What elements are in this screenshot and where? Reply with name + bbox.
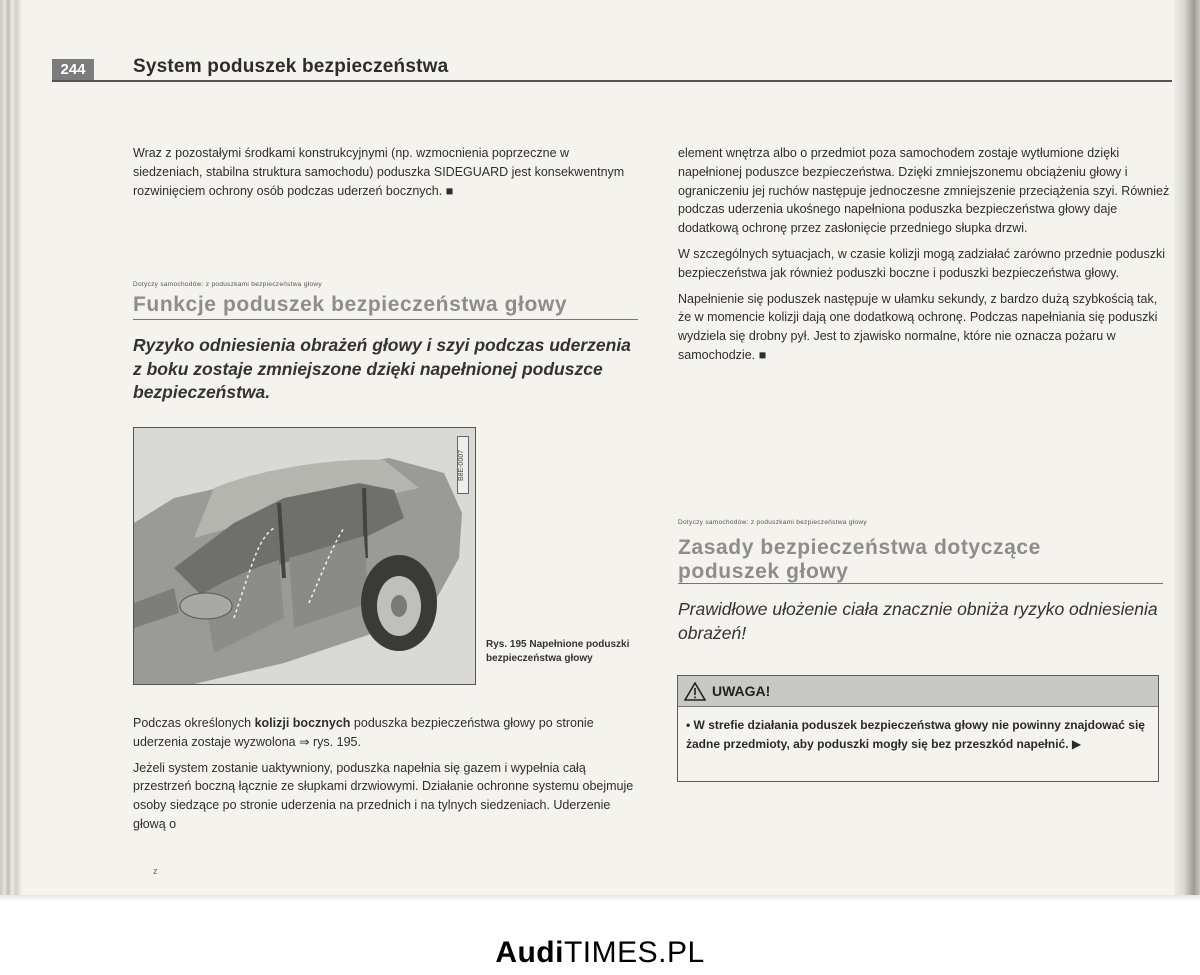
left-body [133,714,645,834]
intro-paragraph: Wraz z pozostałymi środkami konstrukcyjnymi (np. wzmocnienia poprzeczne w siedzeniach, stabilna struktura samochodu) poduszka SIDEGUARD jest konsekwentnym rozwinięciem ochrony osób podczas uderzeń bocznych. ■ [133,146,625,198]
header-rule [52,80,1172,82]
left-section-heading: Funkcje poduszek bezpieczeństwa głowy [133,293,568,316]
car-illustration [134,428,475,684]
left-intro [133,144,633,200]
brand-watermark [0,935,1200,971]
page-bottom-edge [0,895,1200,901]
left-section-label: Dotyczy samochodów: z poduszkami bezpieczeństwa głowy [133,281,322,288]
right-heading-line-1: Zasady bezpieczeństwa dotyczące [678,536,1041,559]
running-head: System poduszek bezpieczeństwa [133,56,449,77]
right-heading-line-2: poduszek głowy [678,560,849,583]
left-paragraph-2: Jeżeli system zostanie uaktywniony, poduszka napełnia się gazem i wypełnia całą przestrzeń boczną łącznie ze słupkami drzwiowymi. Działanie ochronne systemu obejmuje osoby siedzące po stronie uderzenia na przednich i na tylnych siedzeniach. Uderzenie głową o [133,760,634,831]
page-number: 244 [52,59,94,80]
left-section-rule [133,319,638,320]
brand-part-audi: Audi [495,936,564,969]
para1-bold-term: kolizji bocznych [254,716,351,730]
left-lead: Ryzyko odniesienia obrażeń głowy i szyi podczas uderzenia z boku zostaje zmniejszone dzięki napełnionej poduszce bezpieczeństwa. [133,335,631,402]
right-paragraph-3: Napełnienie się poduszek następuje w ułamku sekundy, z bardzo dużą szybkością tak, że w momencie kolizji dają one dodatkową ochronę. Podczas napełniania się poduszki wydziela się drobny pył. Jest to zjawisko normalne, które nie oznacza pożaru w samochodzie. ■ [678,291,1158,362]
para1-text-end: poduszka bezpieczeństwa głowy po stronie uderzenia zostaje wyzwolona ⇒ rys. 195. [133,716,594,749]
right-section-rule [678,583,1163,584]
right-section-heading [678,536,1158,584]
footer-mark: z [153,866,158,876]
figure-car-head-airbag [133,427,476,685]
para1-text: Podczas określonych [133,716,255,730]
warning-text: • W strefie działania poduszek bezpieczeństwa głowy nie powinny znajdować się żadne przedmioty, aby poduszki mogły się bez przeszkód napełnić. ▶ [686,718,1145,751]
figure-caption: Rys. 195 Napełnione poduszki bezpieczeństwa głowy [486,639,630,664]
warning-header [678,676,1158,707]
page-edge [1174,0,1200,900]
warning-triangle-icon [684,682,706,701]
left-paragraph-1 [133,714,645,752]
right-body [678,144,1173,365]
warning-box [677,675,1159,782]
brand-part-times: TIMES.PL [563,936,705,969]
right-paragraph-2: W szczególnych sytuacjach, w czasie kolizji mogą zadziałać zarówno przednie poduszki bezpieczeństwa jak również poduszki boczne i poduszki bezpieczeństwa głowy. [678,246,1166,280]
warning-title: UWAGA! [712,683,771,699]
right-paragraph-1: element wnętrza albo o przedmiot poza samochodem zostaje wytłumione dzięki napełnionej poduszce bezpieczeństwa. Dzięki zmniejszonemu obciążeniu głowy i ograniczeniu jej ruchów następuje jednoczesne zmniejszenie przeciążenia szyi. Również podczas uderzenia ukośnego napełniona poduszka bezpieczeństwa głowy daje dodatkową ochronę przez zasłonięcie przedniego słupka drzwi. [678,146,1170,236]
figure-code: B8E-0007 [457,436,469,494]
right-section-label: Dotyczy samochodów: z poduszkami bezpieczeństwa głowy [678,519,867,526]
right-lead: Prawidłowe ułożenie ciała znacznie obniża ryzyko odniesienia obrażeń! [678,599,1158,643]
page-binding [0,0,22,900]
